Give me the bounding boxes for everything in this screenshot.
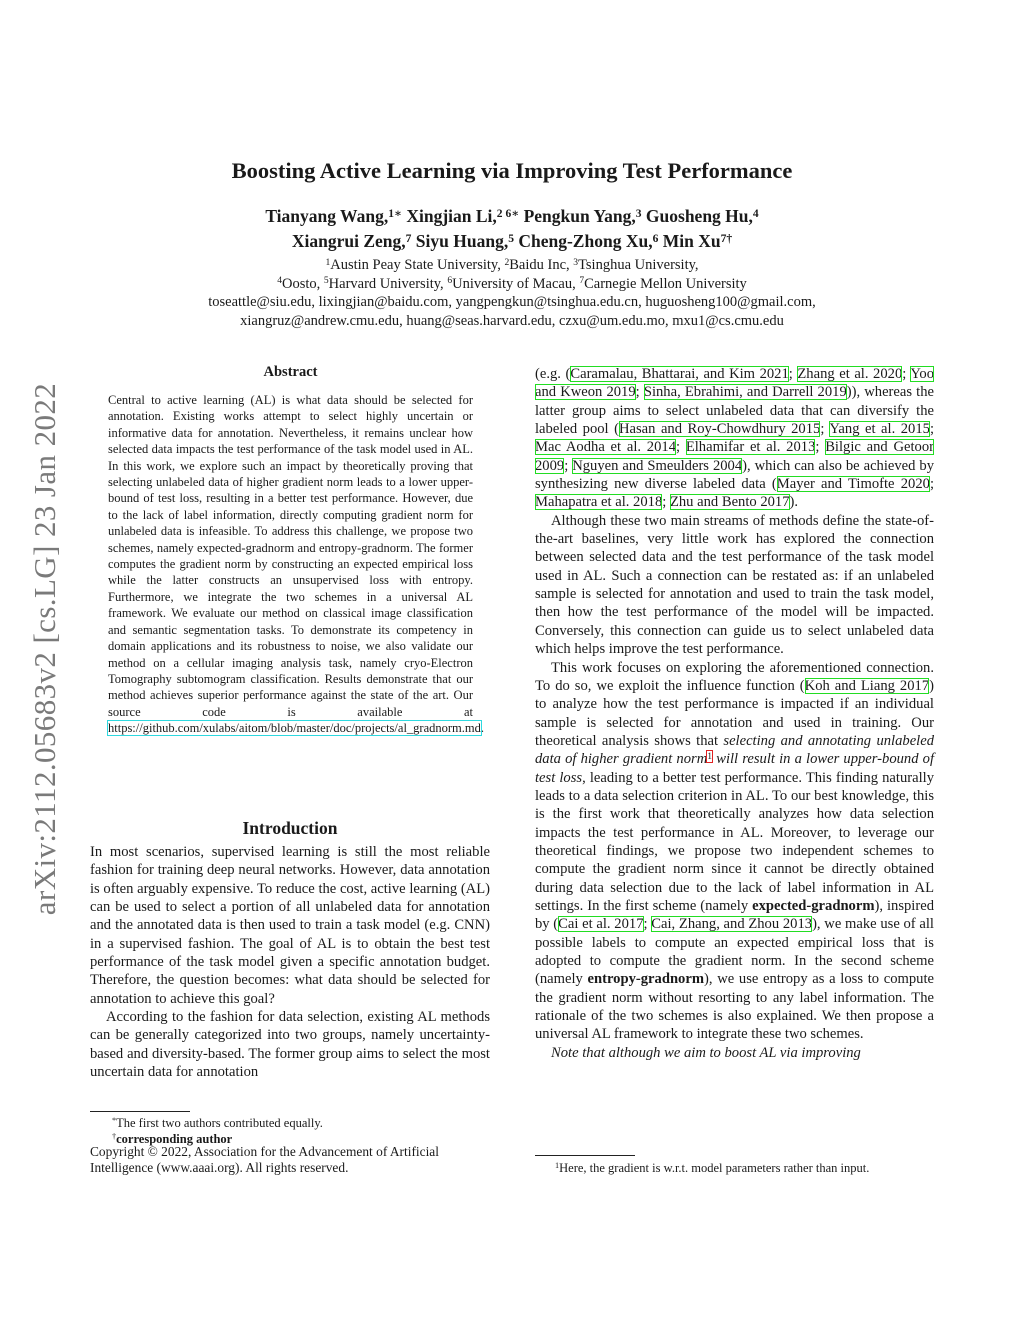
author-name: Min Xu: [662, 231, 721, 251]
citation-link[interactable]: Hasan and Roy-Chowdhury 2015: [618, 421, 821, 438]
footnotes-left: [90, 1111, 490, 1147]
affil-mark: 7: [579, 275, 585, 287]
affil-name: Austin Peay State University,: [330, 257, 501, 273]
author-name: Tianyang Wang,: [265, 206, 389, 226]
text-run: ;: [902, 366, 911, 382]
author-mark: 3: [635, 207, 642, 220]
author-name: Xiangrui Zeng,: [291, 231, 406, 251]
citation-link[interactable]: Nguyen and Smeulders 2004: [572, 457, 743, 474]
text-run: ), we make use of all possible labels to compute an expected empirical loss that is adopted to compute the gradient norm. In the second scheme (namely: [535, 916, 934, 988]
affil-name: Tsinghua University,: [578, 257, 699, 273]
author-mark: 7: [405, 232, 412, 245]
author-name: Cheng-Zhong Xu,: [518, 231, 653, 251]
text-run: ;: [676, 439, 686, 456]
italic-text: Note that although we aim to boost AL via improving: [551, 1044, 861, 1061]
citation-link[interactable]: Yang et al. 2015: [829, 421, 930, 438]
affil-name: University of Macau,: [452, 275, 576, 292]
text-run: ;: [820, 421, 830, 438]
text-run: ;: [635, 384, 644, 401]
citation-link[interactable]: Cai et al. 2017: [558, 916, 644, 933]
affil-name: Baidu Inc,: [509, 257, 570, 273]
footnote-rule: [90, 1111, 190, 1112]
italic-text: will result in a lower upper-bound of test loss: [535, 751, 935, 786]
abstract-end: .: [480, 721, 484, 736]
contribution-paragraph: [535, 659, 934, 1044]
copyright-notice: Copyright © 2022, Association for the Advancement of Artificial Intelligence (www.aaai.org). All rights reserved.: [90, 1144, 439, 1176]
abstract-heading: Abstract: [263, 364, 318, 380]
author-mark: 5: [508, 232, 514, 245]
citation-link[interactable]: Caramalau, Bhattarai, and Kim 2021: [570, 366, 789, 382]
footnote-link[interactable]: 1: [707, 750, 713, 762]
text-run: ).: [789, 494, 799, 511]
citation-link[interactable]: Sinha, Ebrahimi, and Darrell 2019: [643, 384, 847, 401]
text-run: )), whereas the latter group aims to select unlabeled data that can diversify the labeled pool (: [535, 384, 934, 438]
text-run: ), we use entropy as a loss to compute the gradient norm without resorting to any label information. The rationale of the two schemes is also explained. We then propose a universal AL framework to integrate these two schemes.: [535, 971, 934, 1043]
citation-link[interactable]: Yoo and Kweon 2019: [535, 366, 934, 401]
text-run: (e.g. (: [535, 366, 571, 382]
citation-link[interactable]: Zhu and Bento 2017: [669, 494, 790, 511]
citation-link[interactable]: Elhamifar et al. 2013: [685, 439, 816, 456]
affiliations: [60, 256, 964, 293]
italic-text: selecting and annotating unlabeled data of higher gradient norm: [535, 732, 934, 768]
text-run: ), inspired by (: [535, 897, 934, 933]
text-run: ), which can also be achieved by synthesizing new diverse labeled data (: [535, 457, 935, 493]
text-run: , leading to a better test performance. This finding naturally leads to a data selection criterion in AL. To our best knowledge, this is the first work that theoretically analyzes how data selection impacts the test performance in AL. Moreover, to leverage our theoretical findings, we propose two independent schemes to compute the gradient norm since it cannot be directly obtained during data selection due to the lack of label information in AL settings. In the first scheme (namely: [535, 769, 934, 914]
author-line-2: [60, 229, 964, 254]
text-run: This work focuses on exploring the aforementioned connection. To do so, we exploit the influence function (: [535, 659, 934, 694]
introduction-heading: Introduction: [242, 818, 338, 838]
right-column-text: [535, 365, 934, 1062]
author-name: Siyu Huang,: [415, 231, 509, 251]
text-run: ;: [929, 421, 934, 438]
bold-term: entropy-gradnorm: [587, 971, 704, 988]
affil-mark: 4: [277, 275, 282, 287]
arxiv-identifier: arXiv:2112.05683v2 [cs.LG] 23 Jan 2022: [27, 382, 62, 916]
text-run: ) to analyze how the test performance is impacted if an individual sample is selected for annotation and used in training. Our theoretical analysis shows that: [535, 677, 934, 749]
affil-name: Carnegie Mellon University: [584, 275, 747, 292]
affiliation-line-2: [60, 275, 964, 294]
intro-paragraph-2: According to the fashion for data selection, existing AL methods can be generally categorized into two groups, namely uncertainty-based and diversity-based. The former group aims to select the most uncertain data for annotation: [90, 1009, 490, 1081]
author-name: Pengkun Yang,: [523, 206, 636, 226]
email-line: toseattle@siu.edu, lixingjian@baidu.com, yangpengkun@tsinghua.edu.cn, huguosheng100@gmail.com,: [208, 294, 816, 310]
intro-paragraph-1: In most scenarios, supervised learning is still the most reliable fashion for training deep neural networks. However, data annotation is often arguably expensive. To reduce the cost, active learning (AL) can be used to select a portion of all unlabeled data for annotation and the annotated data is then used to train a task model (e.g. CNN) in a supervised fashion. The goal of AL is to obtain the best test performance of the task model given a specific annotation budget. Therefore, the question becomes: what data should be selected for annotation to achieve this goal?: [90, 844, 490, 1007]
note-paragraph: [535, 1044, 934, 1062]
email-line: xiangruz@andrew.cmu.edu, huang@seas.harvard.edu, czxu@um.edu.mo, mxu1@cs.cmu.edu: [240, 312, 784, 329]
author-list: [60, 204, 964, 254]
author-name: Guosheng Hu,: [645, 206, 753, 226]
footnote-mark: 1: [555, 1161, 560, 1171]
bold-term: expected-gradnorm: [752, 897, 875, 914]
author-mark: 2 6∗: [496, 207, 520, 220]
citation-link[interactable]: Bilgic and Getoor 2009: [535, 439, 935, 474]
citation-link[interactable]: Mayer and Timofte 2020: [776, 476, 930, 493]
related-work-paragraph: [535, 365, 934, 512]
affil-name: Oosto,: [281, 275, 321, 292]
abstract-body: [108, 392, 484, 737]
citation-link[interactable]: Koh and Liang 2017: [804, 677, 930, 694]
citation-link[interactable]: Mahapatra et al. 2018: [535, 494, 663, 511]
affil-mark: 1: [325, 256, 331, 268]
text-run: ;: [643, 916, 652, 933]
footnote-text: The first two authors contributed equally.: [116, 1116, 323, 1130]
text-run: ;: [662, 494, 670, 511]
affiliation-line-1: [60, 256, 964, 275]
author-mark: 6: [652, 232, 659, 245]
affil-name: Harvard University,: [328, 275, 444, 292]
author-mark: 1∗: [388, 207, 402, 220]
affil-mark: 6: [447, 275, 453, 287]
footnote-mark: †: [112, 1132, 117, 1142]
text-run: ;: [815, 439, 826, 456]
footnote-mark: *: [112, 1116, 117, 1126]
footnote-text: corresponding author: [116, 1132, 233, 1146]
motivation-paragraph: Although these two main streams of methods define the state-of-the-art baselines, very little work has explored the connection between selected data and the test performance of the task model used in AL. Such a connection can be restated as: if an unlabeled sample is selected for annotation and used to train the task model, then how the test performance of the model will be impacted. Conversely, this connection can guide us to select unlabeled data which helps improve the test performance.: [535, 512, 934, 658]
affil-mark: 2: [504, 256, 510, 268]
citation-link[interactable]: Zhang et al. 2020: [797, 366, 903, 382]
affil-mark: 3: [573, 256, 579, 268]
left-column-text: [90, 843, 490, 1081]
author-name: Xingjian Li,: [406, 206, 497, 226]
affil-mark: 5: [323, 275, 329, 287]
footnote-right: [535, 1160, 934, 1176]
author-line-1: [60, 204, 964, 229]
text-run: ;: [929, 476, 934, 493]
citation-link[interactable]: Cai, Zhang, and Zhou 2013: [651, 916, 813, 933]
footnote-text: Here, the gradient is w.r.t. model parameters rather than input.: [559, 1161, 870, 1175]
text-run: ;: [564, 457, 573, 474]
abstract-text: Central to active learning (AL) is what data should be selected for annotation. Existing works attempt to select highly uncertain or informative data for annotation. Nevertheless, it remains unclear how selected data impacts the test performance of the task model used in AL. In this work, we explore such an impact by theoretically proving that selecting unlabeled data of higher gradient norm leads to a lower upper-bound of test loss, resulting in a better test performance. However, due to the lack of label information, directly computing gradient norm for unlabeled data is infeasible. To address this challenge, we propose two schemes, namely expected-gradnorm and entropy-gradnorm. The former computes the gradient norm by constructing an expected empirical loss while the latter constructs an unsupervised loss with entropy. Furthermore, we integrate the two schemes in a universal AL framework. We evaluate our method on classical image classification and semantic segmentation tasks. To demonstrate its competency in domain applications and its robustness to noise, we also validate our method on a cellular imaging analysis task, namely cryo-Electron Tomography subtomogram classification. Results demonstrate that our method achieves superior performance against the state of the art. Our source code is available at: [108, 393, 473, 719]
footnote-rule: [535, 1155, 635, 1156]
text-run: ;: [788, 366, 798, 382]
footnote-equal-contribution: [90, 1115, 490, 1131]
citation-link[interactable]: Mac Aodha et al. 2014: [535, 439, 676, 456]
source-code-link[interactable]: https://github.com/xulabs/aitom/blob/master/doc/projects/al_gradnorm.md: [108, 721, 481, 736]
author-mark: 4: [752, 207, 759, 220]
paper-title: Boosting Active Learning via Improving Test Performance: [231, 158, 793, 183]
author-emails: [60, 293, 964, 330]
author-mark: 7†: [720, 232, 733, 245]
